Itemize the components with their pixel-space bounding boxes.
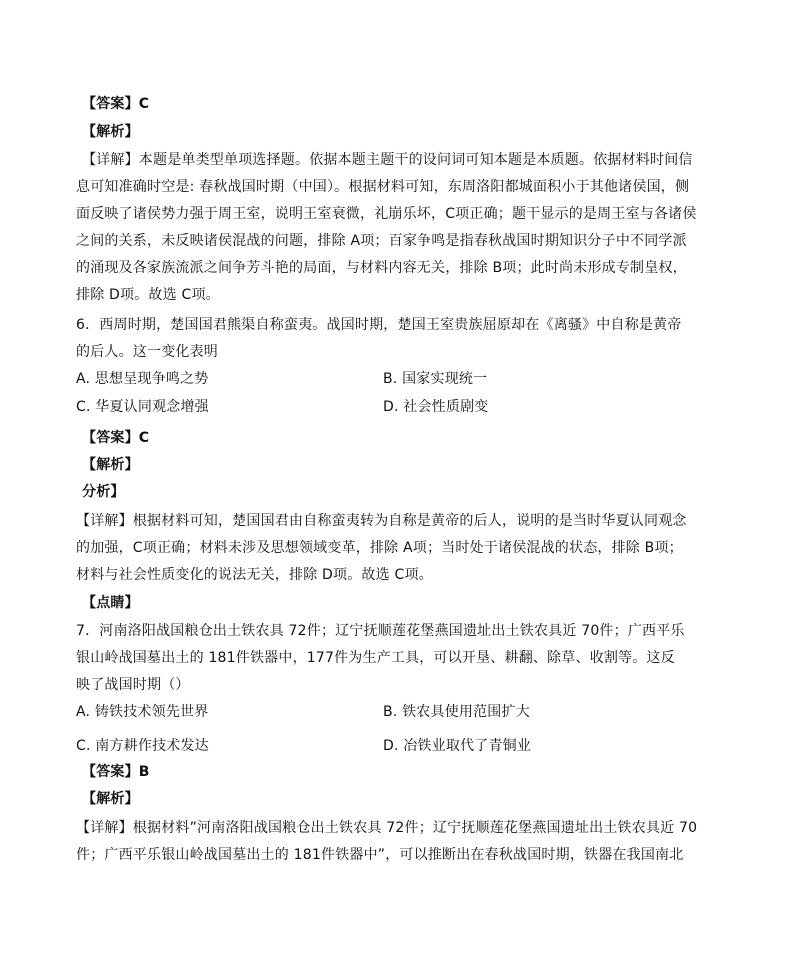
q6-detail-line: 的加强，C项正确；材料未涉及思想领域变革，排除 A项；当时处于诸侯混战的状态，排除 B项；: [76, 540, 683, 556]
q6-detail-line: 材料与社会性质变化的说法无关，排除 D项。故选 C项。: [76, 567, 433, 583]
q6-analysis-label: 【解析】: [82, 457, 139, 473]
q7-answer: 【答案】B: [82, 764, 150, 780]
q6-answer: 【答案】C: [82, 430, 150, 446]
q5-detail-line: 的涌现及各家族流派之间争芳斗艳的局面，与材料内容无关，排除 B项；此时尚未形成专制皇权，: [76, 260, 687, 276]
q5-detail-line: 排除 D项。故选 C项。: [76, 287, 220, 303]
q7-option-d: D. 冶铁业取代了青铜业: [383, 738, 532, 754]
q6-option-b: B. 国家实现统一: [383, 371, 488, 387]
q6-dianjing-label: 【点睛】: [82, 595, 139, 611]
q7-detail-line: 件；广西平乐银山岭战国墓出土的 181件铁器中”，可以推断出在春秋战国时期，铁器在我国南北: [76, 847, 684, 863]
q7-stem-line: 7．河南洛阳战国粮仓出土铁农具 72件；辽宁抚顺莲花堡燕国遗址出土铁农具近 70件；广西平乐: [76, 623, 685, 639]
q7-option-c: C. 南方耕作技术发达: [76, 738, 209, 754]
q7-option-a: A. 铸铁技术领先世界: [76, 704, 209, 720]
q6-option-d: D. 社会性质剧变: [383, 399, 489, 415]
q7-stem-line: 映了战国时期（）: [76, 677, 190, 693]
q6-fenxi-label: 分析】: [82, 484, 125, 500]
q5-detail-line: 面反映了诸侯势力强于周王室，说明王室衰微，礼崩乐坏，C项正确；题干显示的是周王室与各诸侯: [76, 206, 697, 222]
q5-answer: 【答案】C: [82, 96, 150, 112]
q5-detail-line: 之间的关系，未反映诸侯混战的问题，排除 A项；百家争鸣是指春秋战国时期知识分子中不同学派: [76, 233, 687, 249]
q5-analysis-label: 【解析】: [82, 124, 139, 140]
q6-stem-line: 的后人。这一变化表明: [76, 344, 218, 360]
q7-analysis-label: 【解析】: [82, 791, 139, 807]
q6-stem-line: 6．西周时期，楚国国君熊渠自称蛮夷。战国时期，楚国王室贵族屈原却在《离骚》中自称是黄帝: [76, 317, 682, 333]
q6-option-a: A. 思想呈现争鸣之势: [76, 371, 209, 387]
q7-detail-line: 【详解】根据材料”河南洛阳战国粮仓出土铁农具 72件；辽宁抚顺莲花堡燕国遗址出土铁农具近 70: [76, 820, 698, 836]
q6-option-c: C. 华夏认同观念增强: [76, 399, 209, 415]
q7-option-b: B. 铁农具使用范围扩大: [383, 704, 530, 720]
q7-stem-line: 银山岭战国墓出土的 181件铁器中，177件为生产工具，可以开垦、耕翻、除草、收割等。这反: [76, 650, 675, 666]
q5-detail-line: 息可知准确时空是: 春秋战国时期（中国）。根据材料可知，东周洛阳都城面积小于其他诸侯国，侧: [76, 179, 690, 195]
q6-detail-line: 【详解】根据材料可知，楚国国君由自称蛮夷转为自称是黄帝的后人，说明的是当时华夏认同观念: [76, 513, 687, 529]
q5-detail-line: 【详解】本题是单类型单项选择题。依据本题主题干的设问词可知本题是本质题。依据材料时间信: [82, 152, 693, 168]
